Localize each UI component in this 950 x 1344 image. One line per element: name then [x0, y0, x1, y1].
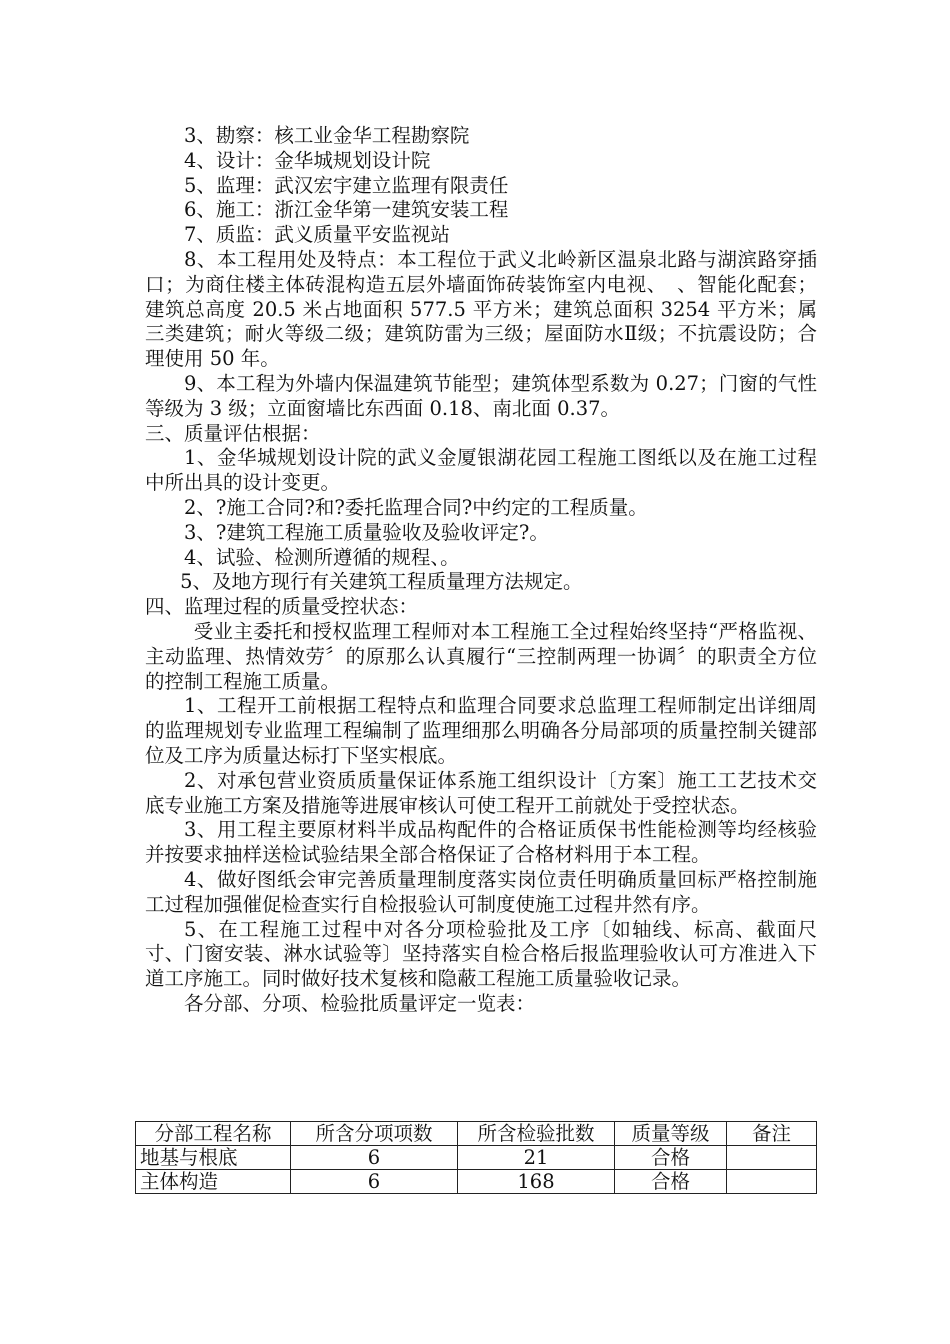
- paragraph: 8、本工程用处及特点：本工程位于武义北岭新区温泉北路与湖滨路穿插口；为商住楼主体砖混构造五层外墙面饰砖装饰室内电视、 、智能化配套；建筑总高度 20.5 米占地面积 577.5 平方米；建筑总面积 3254 平方米；属三类建筑；耐火等级二级；建筑防雷为三级；屋面防水Ⅱ级；不抗震设防；合理使用 50 年。: [145, 247, 817, 371]
- paragraph: 4、试验、检测所遵循的规程、。: [184, 545, 460, 569]
- document-body: [145, 124, 817, 1017]
- paragraph: 5、及地方现行有关建筑工程质量理方法规定。: [180, 570, 583, 594]
- header-cell: 所含分项项数: [291, 1122, 458, 1146]
- paragraph: 7、质监：武义质量平安监视站: [184, 223, 450, 247]
- paragraph: 1、工程开工前根据工程特点和监理合同要求总监理工程师制定出详细周的监理规划专业监理工程编制了监理细那么明确各分局部项的质量控制关键部位及工序为质量达标打下坚实根底。: [145, 694, 817, 767]
- table-cell: [727, 1146, 817, 1170]
- paragraph: 1、金华城规划设计院的武义金厦银湖花园工程施工图纸以及在施工过程中所出具的设计变更。: [145, 446, 817, 495]
- table-cell: 6: [291, 1170, 458, 1194]
- table-row: [136, 1170, 817, 1194]
- section-heading: 四、监理过程的质量受控状态：: [145, 595, 419, 619]
- table-cell: 合格: [615, 1146, 727, 1170]
- paragraph: 2、?施工合同?和?委托监理合同?中约定的工程质量。: [184, 495, 648, 519]
- paragraph: 3、勘察：核工业金华工程勘察院: [184, 124, 470, 147]
- table-cell: 21: [458, 1146, 615, 1170]
- paragraph: 4、做好图纸会审完善质量理制度落实岗位责任明确质量回标严格控制施工过程加强催促检查实行自检报验认可制度使施工过程井然有序。: [145, 867, 817, 916]
- paragraph: 6、施工：浙江金华第一建筑安装工程: [184, 198, 509, 222]
- table-cell: [727, 1170, 817, 1194]
- quality-assessment-table: [135, 1121, 817, 1194]
- header-cell: 所含检验批数: [458, 1122, 615, 1146]
- header-cell: 备注: [727, 1122, 817, 1146]
- table-cell: 168: [458, 1170, 615, 1194]
- table-cell: 地基与根底: [136, 1146, 291, 1170]
- paragraph: 5、监理：武汉宏宇建立监理有限责任: [184, 173, 509, 197]
- header-cell: 质量等级: [615, 1122, 727, 1146]
- paragraph: 5、在工程施工过程中对各分项检验批及工序〔如轴线、标高、截面尺寸、门窗安装、淋水试验等〕坚持落实自检合格后报监理验收认可方准进入下道工序施工。同时做好技术复核和隐蔽工程施工质量验收记录。: [145, 917, 817, 991]
- paragraph: 受业主委托和授权监理工程师对本工程施工全过程始终坚持“严格监视、主动监理、热情效劳〞的原那么认真履行“三控制两理一协调〞的职责全方位的控制工程施工质量。: [145, 619, 817, 693]
- paragraph: 2、对承包营业资质质量保证体系施工组织设计〔方案〕施工工艺技术交底专业施工方案及措施等进展审核认可使工程开工前就处于受控状态。: [145, 768, 817, 817]
- paragraph: 3、?建筑工程施工质量验收及验收评定?。: [184, 520, 549, 544]
- paragraph: 9、本工程为外墙内保温建筑节能型；建筑体型系数为 0.27；门窗的气性等级为 3 级；立面窗墙比东西面 0.18、南北面 0.37。: [145, 371, 817, 420]
- paragraph: 3、用工程主要原材料半成品构配件的合格证质保书性能检测等均经核验并按要求抽样送检试验结果全部合格保证了合格材料用于本工程。: [145, 818, 817, 867]
- table-header-row: [136, 1122, 817, 1146]
- table-caption: 各分部、分项、检验批质量评定一览表：: [184, 991, 536, 1015]
- table-cell: 6: [291, 1146, 458, 1170]
- table-row: [136, 1146, 817, 1170]
- table-cell: 合格: [615, 1170, 727, 1194]
- table-cell: 主体构造: [136, 1170, 291, 1194]
- paragraph: 4、设计：金华城规划设计院: [184, 148, 431, 172]
- section-heading: 三、质量评估根据：: [145, 421, 321, 445]
- header-cell: 分部工程名称: [136, 1122, 291, 1146]
